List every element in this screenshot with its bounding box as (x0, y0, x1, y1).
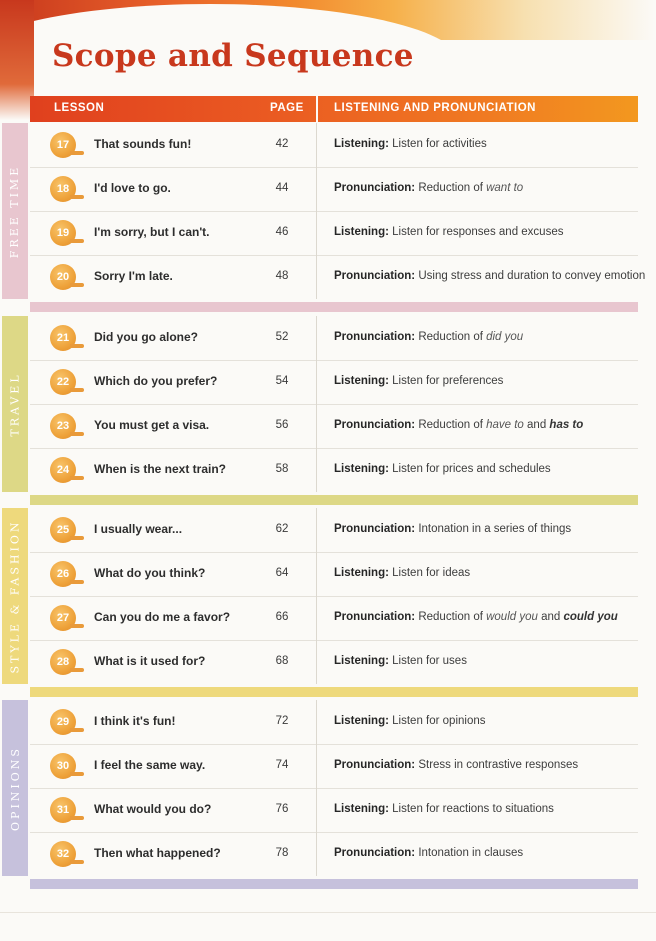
lesson-number-badge: 19 (50, 220, 76, 246)
lesson-row (30, 360, 638, 405)
lesson-row (30, 788, 638, 833)
lesson-number-badge: 29 (50, 709, 76, 735)
lesson-title: Sorry I'm late. (94, 269, 173, 283)
page-number: 58 (275, 463, 289, 475)
skill-detail: Intonation in clauses (415, 847, 524, 859)
column-divider (316, 508, 317, 552)
page-number: 46 (275, 226, 289, 238)
lesson-row (30, 123, 638, 168)
skill-detail: Listen for reactions to situations (388, 803, 554, 815)
column-divider (316, 316, 317, 360)
skill-type: Listening: (334, 715, 389, 727)
skill-conjunction: and (523, 419, 550, 431)
page-number: 76 (275, 803, 289, 815)
skill-description (334, 803, 554, 815)
column-divider (316, 788, 317, 832)
section-separator (30, 687, 638, 697)
lesson-row (30, 552, 638, 597)
skill-description (334, 847, 523, 859)
lesson-row (30, 744, 638, 789)
skill-type: Listening: (334, 463, 389, 475)
page-number: 52 (275, 331, 289, 343)
skill-type: Pronunciation: (334, 270, 416, 282)
lesson-row (30, 211, 638, 256)
skill-type: Listening: (334, 138, 389, 150)
skill-detail: Listen for preferences (388, 375, 504, 387)
skill-detail: Using stress and duration to convey emotion (415, 270, 646, 282)
header-listening-pronunciation: LISTENING AND PRONUNCIATION (334, 102, 536, 114)
skill-detail: Listen for uses (388, 655, 467, 667)
lesson-row (30, 596, 638, 641)
skill-type: Listening: (334, 375, 389, 387)
lesson-title: What would you do? (94, 802, 212, 816)
lesson-number-badge: 25 (50, 517, 76, 543)
skill-phrase: have to (486, 419, 524, 431)
section-label (2, 316, 28, 492)
skill-description (334, 182, 523, 194)
skill-type: Listening: (334, 803, 389, 815)
skill-description (334, 226, 563, 238)
skill-type: Pronunciation: (334, 847, 416, 859)
skill-detail: Stress in contrastive responses (415, 759, 579, 771)
skill-description (334, 567, 470, 579)
lesson-number-badge: 32 (50, 841, 76, 867)
skill-phrase-extra (538, 611, 618, 623)
badge-tail (70, 624, 84, 628)
badge-tail (70, 388, 84, 392)
lesson-title: Can you do me a favor? (94, 610, 231, 624)
lesson-title: I usually wear... (94, 522, 183, 536)
skill-detail: Listen for activities (388, 138, 487, 150)
skill-description (334, 655, 467, 667)
lesson-row (30, 448, 638, 492)
lesson-number-badge: 20 (50, 264, 76, 290)
column-divider (316, 123, 317, 167)
lesson-title: Which do you prefer? (94, 374, 218, 388)
lesson-number-badge: 17 (50, 132, 76, 158)
column-divider (316, 640, 317, 684)
badge-tail (70, 344, 84, 348)
badge-tail (70, 239, 84, 243)
page-number: 44 (275, 182, 289, 194)
skill-detail: Listen for responses and excuses (388, 226, 564, 238)
skill-detail: Intonation in a series of things (415, 523, 572, 535)
badge-tail (70, 860, 84, 864)
page-number: 74 (275, 759, 289, 771)
column-divider (316, 360, 317, 404)
skill-detail: Reduction of (415, 611, 487, 623)
badge-tail (70, 728, 84, 732)
left-decoration (0, 0, 34, 120)
lesson-row (30, 700, 638, 745)
column-divider (316, 596, 317, 640)
lesson-row (30, 404, 638, 449)
lesson-row (30, 167, 638, 212)
badge-tail (70, 476, 84, 480)
skill-description (334, 463, 551, 475)
skill-description (334, 419, 583, 431)
section-label (2, 700, 28, 876)
lesson-title: What is it used for? (94, 654, 206, 668)
lesson-title: You must get a visa. (94, 418, 210, 432)
badge-tail (70, 536, 84, 540)
page-number: 56 (275, 419, 289, 431)
lesson-row (30, 255, 646, 299)
badge-tail (70, 580, 84, 584)
header-divider (316, 96, 318, 122)
skill-detail: Reduction of (415, 182, 487, 194)
skill-detail: Listen for opinions (388, 715, 486, 727)
page-title: Scope and Sequence (52, 38, 414, 74)
column-divider (316, 167, 317, 211)
lesson-row (30, 640, 638, 684)
column-divider (316, 255, 317, 299)
lesson-number-badge: 18 (50, 176, 76, 202)
skill-phrase-extra (524, 419, 583, 431)
badge-tail (70, 816, 84, 820)
column-divider (316, 211, 317, 255)
lesson-title: I'm sorry, but I can't. (94, 225, 210, 239)
section-label-text: FREE TIME (8, 164, 22, 258)
skill-type: Pronunciation: (334, 331, 416, 343)
skill-type: Listening: (334, 567, 389, 579)
table-header (30, 96, 638, 122)
skill-phrase-bold: has to (549, 419, 584, 431)
skill-type: Pronunciation: (334, 611, 416, 623)
skill-phrase-bold: could you (563, 611, 618, 623)
section-label-text: OPINIONS (8, 745, 22, 831)
skill-phrase: want to (486, 182, 524, 194)
badge-tail (70, 283, 84, 287)
page-number: 72 (275, 715, 289, 727)
skill-description (334, 759, 578, 771)
lesson-number-badge: 27 (50, 605, 76, 631)
skill-description (334, 331, 523, 343)
lesson-title: When is the next train? (94, 462, 227, 476)
section-label (2, 123, 28, 299)
lesson-title: I'd love to go. (94, 181, 171, 195)
column-divider (316, 552, 317, 596)
skill-description (334, 138, 487, 150)
section-separator (30, 879, 638, 889)
skill-type: Pronunciation: (334, 419, 416, 431)
bottom-rule (0, 912, 656, 913)
lesson-number-badge: 28 (50, 649, 76, 675)
page-number: 64 (275, 567, 289, 579)
lesson-title: Did you go alone? (94, 330, 198, 344)
skill-detail: Reduction of (415, 331, 487, 343)
column-divider (316, 448, 317, 492)
skill-detail: Reduction of (415, 419, 487, 431)
skill-phrase: did you (486, 331, 524, 343)
skill-phrase: would you (486, 611, 538, 623)
skill-type: Pronunciation: (334, 523, 416, 535)
column-divider (316, 404, 317, 448)
column-divider (316, 700, 317, 744)
skill-description (334, 715, 486, 727)
skill-description (334, 611, 618, 623)
skill-type: Listening: (334, 226, 389, 238)
page-number: 66 (275, 611, 289, 623)
section-label (2, 508, 28, 684)
column-divider (316, 744, 317, 788)
lesson-row (30, 832, 638, 876)
badge-tail (70, 772, 84, 776)
skill-type: Pronunciation: (334, 759, 416, 771)
section-separator (30, 495, 638, 505)
page-number: 48 (275, 270, 289, 282)
lesson-title: What do you think? (94, 566, 206, 580)
header-lesson: LESSON (54, 102, 105, 114)
page-number: 78 (275, 847, 289, 859)
lesson-number-badge: 26 (50, 561, 76, 587)
skill-detail: Listen for prices and schedules (388, 463, 551, 475)
skill-type: Listening: (334, 655, 389, 667)
skill-type: Pronunciation: (334, 182, 416, 194)
lesson-number-badge: 24 (50, 457, 76, 483)
lesson-row (30, 508, 638, 553)
lesson-number-badge: 21 (50, 325, 76, 351)
page-number: 62 (275, 523, 289, 535)
skill-description (334, 375, 503, 387)
skill-conjunction: and (537, 611, 564, 623)
skill-description (334, 523, 571, 535)
badge-tail (70, 195, 84, 199)
lesson-title: Then what happened? (94, 846, 221, 860)
lesson-number-badge: 22 (50, 369, 76, 395)
lesson-title: I think it's fun! (94, 714, 176, 728)
lesson-title: I feel the same way. (94, 758, 206, 772)
lesson-title: That sounds fun! (94, 137, 192, 151)
section-separator (30, 302, 638, 312)
badge-tail (70, 151, 84, 155)
lesson-number-badge: 30 (50, 753, 76, 779)
page-number: 42 (275, 138, 289, 150)
page-number: 68 (275, 655, 289, 667)
column-divider (316, 832, 317, 876)
badge-tail (70, 668, 84, 672)
header-page: PAGE (270, 102, 304, 114)
lesson-row (30, 316, 638, 361)
section-label-text: TRAVEL (8, 371, 22, 437)
page-number: 54 (275, 375, 289, 387)
skill-description (334, 270, 645, 282)
badge-tail (70, 432, 84, 436)
lesson-number-badge: 31 (50, 797, 76, 823)
section-label-text: STYLE & FASHION (8, 519, 22, 673)
lesson-number-badge: 23 (50, 413, 76, 439)
skill-detail: Listen for ideas (388, 567, 471, 579)
